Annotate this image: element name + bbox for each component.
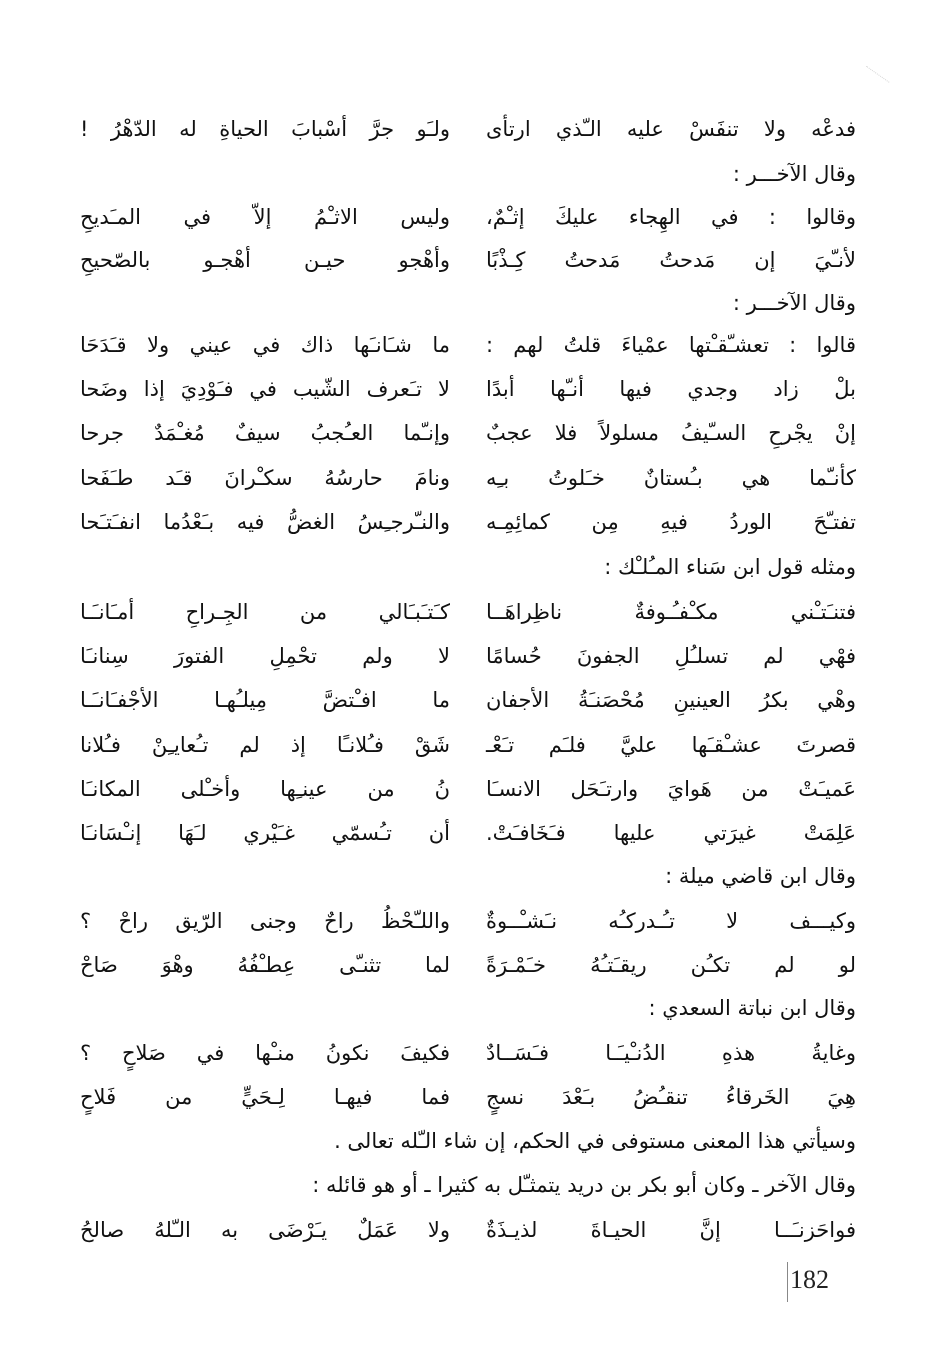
verse-first-hemistich: كأنـّما هي بـُستانٌ خـَلوتُ بـِه [486,466,856,490]
verse-first-hemistich: لأنـّيَ إن مَدحتُ مَدحتُ كِـذْبًا [486,248,856,272]
verse-first-hemistich: بلْ زاد وجدي فيها أنـّها أبدًا [486,377,856,401]
verse-second-hemistich: فكيفَ نكونُ منـْها في صَلاحٍ ؟ [80,1041,450,1065]
page-number: 182 [790,1265,829,1294]
verse-second-hemistich: ما افـْتضَّ مِيلـُهـا الأجْفـَانـَـا [80,688,450,712]
verse-second-hemistich: وأهْجو حيـن أهْجـو بالصّحيحِ [80,248,450,272]
verse-second-hemistich: فما فيهـا لِـحَيٍّ من فَلاحٍ [80,1085,450,1109]
verse-second-hemistich: لا تـَعرف الشّيب في فـَوْدِيَ إذا وضَحا [80,377,450,401]
verse-second-hemistich: شَقْ فـُلانـًا إذ لم تـُعايـِنْ فـُلانا [80,733,450,757]
verse-first-hemistich: إنْ يجْرحِ السـّيفُ مسلولاً فلا عجبٌ [486,421,856,445]
prose-line: وسيأتي هذا المعنى مستوفى في الحكم، إن شاء الـّله تعالى . [334,1129,856,1153]
verse-second-hemistich: ولـَو جرَّ أسْبابَ الحياةِ له الدّهْرُ ! [80,117,450,141]
verse-first-hemistich: فواحَزنـَــا إنَّ الحيـاةَ لذيـذَةٌ [486,1218,856,1242]
verse-second-hemistich: نُ من عينـِها وأخـْلى المكانـَا [80,777,450,801]
verse-first-hemistich: عَلِمَتْ غيرَتي عليها فـَخَافـَتْ. [486,821,856,845]
verse-first-hemistich: لو لم تكـُن ريقـَتـُهُ خـَمْـرَةً [486,953,856,977]
verse-first-hemistich: وكيـــف لا تـُـدركـُه نـَشـْــوةٌ [486,909,856,933]
verse-first-hemistich: تفتـّحَ الوردُ فيهِ مِن كمائِمِـه [486,510,856,534]
verse-first-hemistich: قالوا : تعشـّقـْتها عمْياءَ قلتُ لهم : [486,333,856,357]
verse-first-hemistich: فدعْه ولا تنفَسْ عليه الـّذي ارتأى [486,117,856,141]
verse-second-hemistich: ما شـَانـَها ذاك في عيني ولا قـَدَحَا [80,333,450,357]
scan-artifact [855,66,890,99]
prose-line: وقال الآخـــر : [732,162,856,186]
verse-second-hemistich: واللـّحْظُ راحٌ وجنى الرّيق راحْ ؟ [80,909,450,933]
verse-first-hemistich: عَميـَتْ من هَوايَ وارتـَحَل الانسـَا [486,777,856,801]
verse-second-hemistich: أن تـُسمّي غـَيْري لـَهَا إنـْسَانـَا [80,821,450,845]
verse-second-hemistich: كـَتـَبـَالي من الجِـراحِ أمـَانـَـا [80,600,450,624]
verse-second-hemistich: وليس الاثـْمُ إلاّ في المـَديحِ [80,205,450,229]
verse-second-hemistich: ونامَ حارسُهُ سكـْرانَ قـَد طـَفَحا [80,466,450,490]
verse-second-hemistich: وإنـّما العـُجبُ سيفٌ مُغـْمَدٌ جرحا [80,421,450,445]
verse-second-hemistich: لا ولم تحْمِلِ الفتورَ سِنانـَا [80,644,450,668]
prose-line: ومثله قول ابن سَناء المـُلـْك : [604,555,856,579]
verse-first-hemistich: فهْي لم تسلـُلِ الجفونَ حُسامًا [486,644,856,668]
verse-second-hemistich: ولا عَمَلٌ يـَرْضَى به الـّلهُ صالحُ [80,1218,450,1242]
prose-line: وقال ابن نباتة السعدي : [648,996,856,1020]
verse-second-hemistich: لما تثنـّى عِطـْفُهُ وهْوَ صَاحْ [80,953,450,977]
prose-line: وقال الآخـــر : [732,291,856,315]
verse-first-hemistich: هِيَ الخَرقاءُ تنقـُضُ بـَعْدَ نسجٍ [486,1085,856,1109]
verse-first-hemistich: وغايةُ هذهِ الدُنـْيـَـا فـَسَــادٌ [486,1041,856,1065]
verse-first-hemistich: فتنـَتـْني مكـْفـُـوفةٌ ناظِراهَــا [486,600,856,624]
prose-line: وقال الآخر ـ وكان أبو بكر بن دريد يتمثـّل به كثيرا ـ أو هو قائله : [312,1173,856,1197]
verse-first-hemistich: وهْي بكرُ العينينِ مُحْصَنـَةُ الأجفان [486,688,856,712]
verse-first-hemistich: وقالوا : في الهِجاء عليكَ إثـْمٌ، [486,205,856,229]
verse-second-hemistich: والنـّرجـِسُ الغضُّ فيه بـَعْدُما انفـَتـَحا [80,510,450,534]
page-number-rule [787,1262,788,1302]
prose-line: وقال ابن قاضي ميلة : [665,864,856,888]
verse-first-hemistich: قصرتَ عشـْقـَها عليَّ فلـَم تـَعْـ [486,733,856,757]
